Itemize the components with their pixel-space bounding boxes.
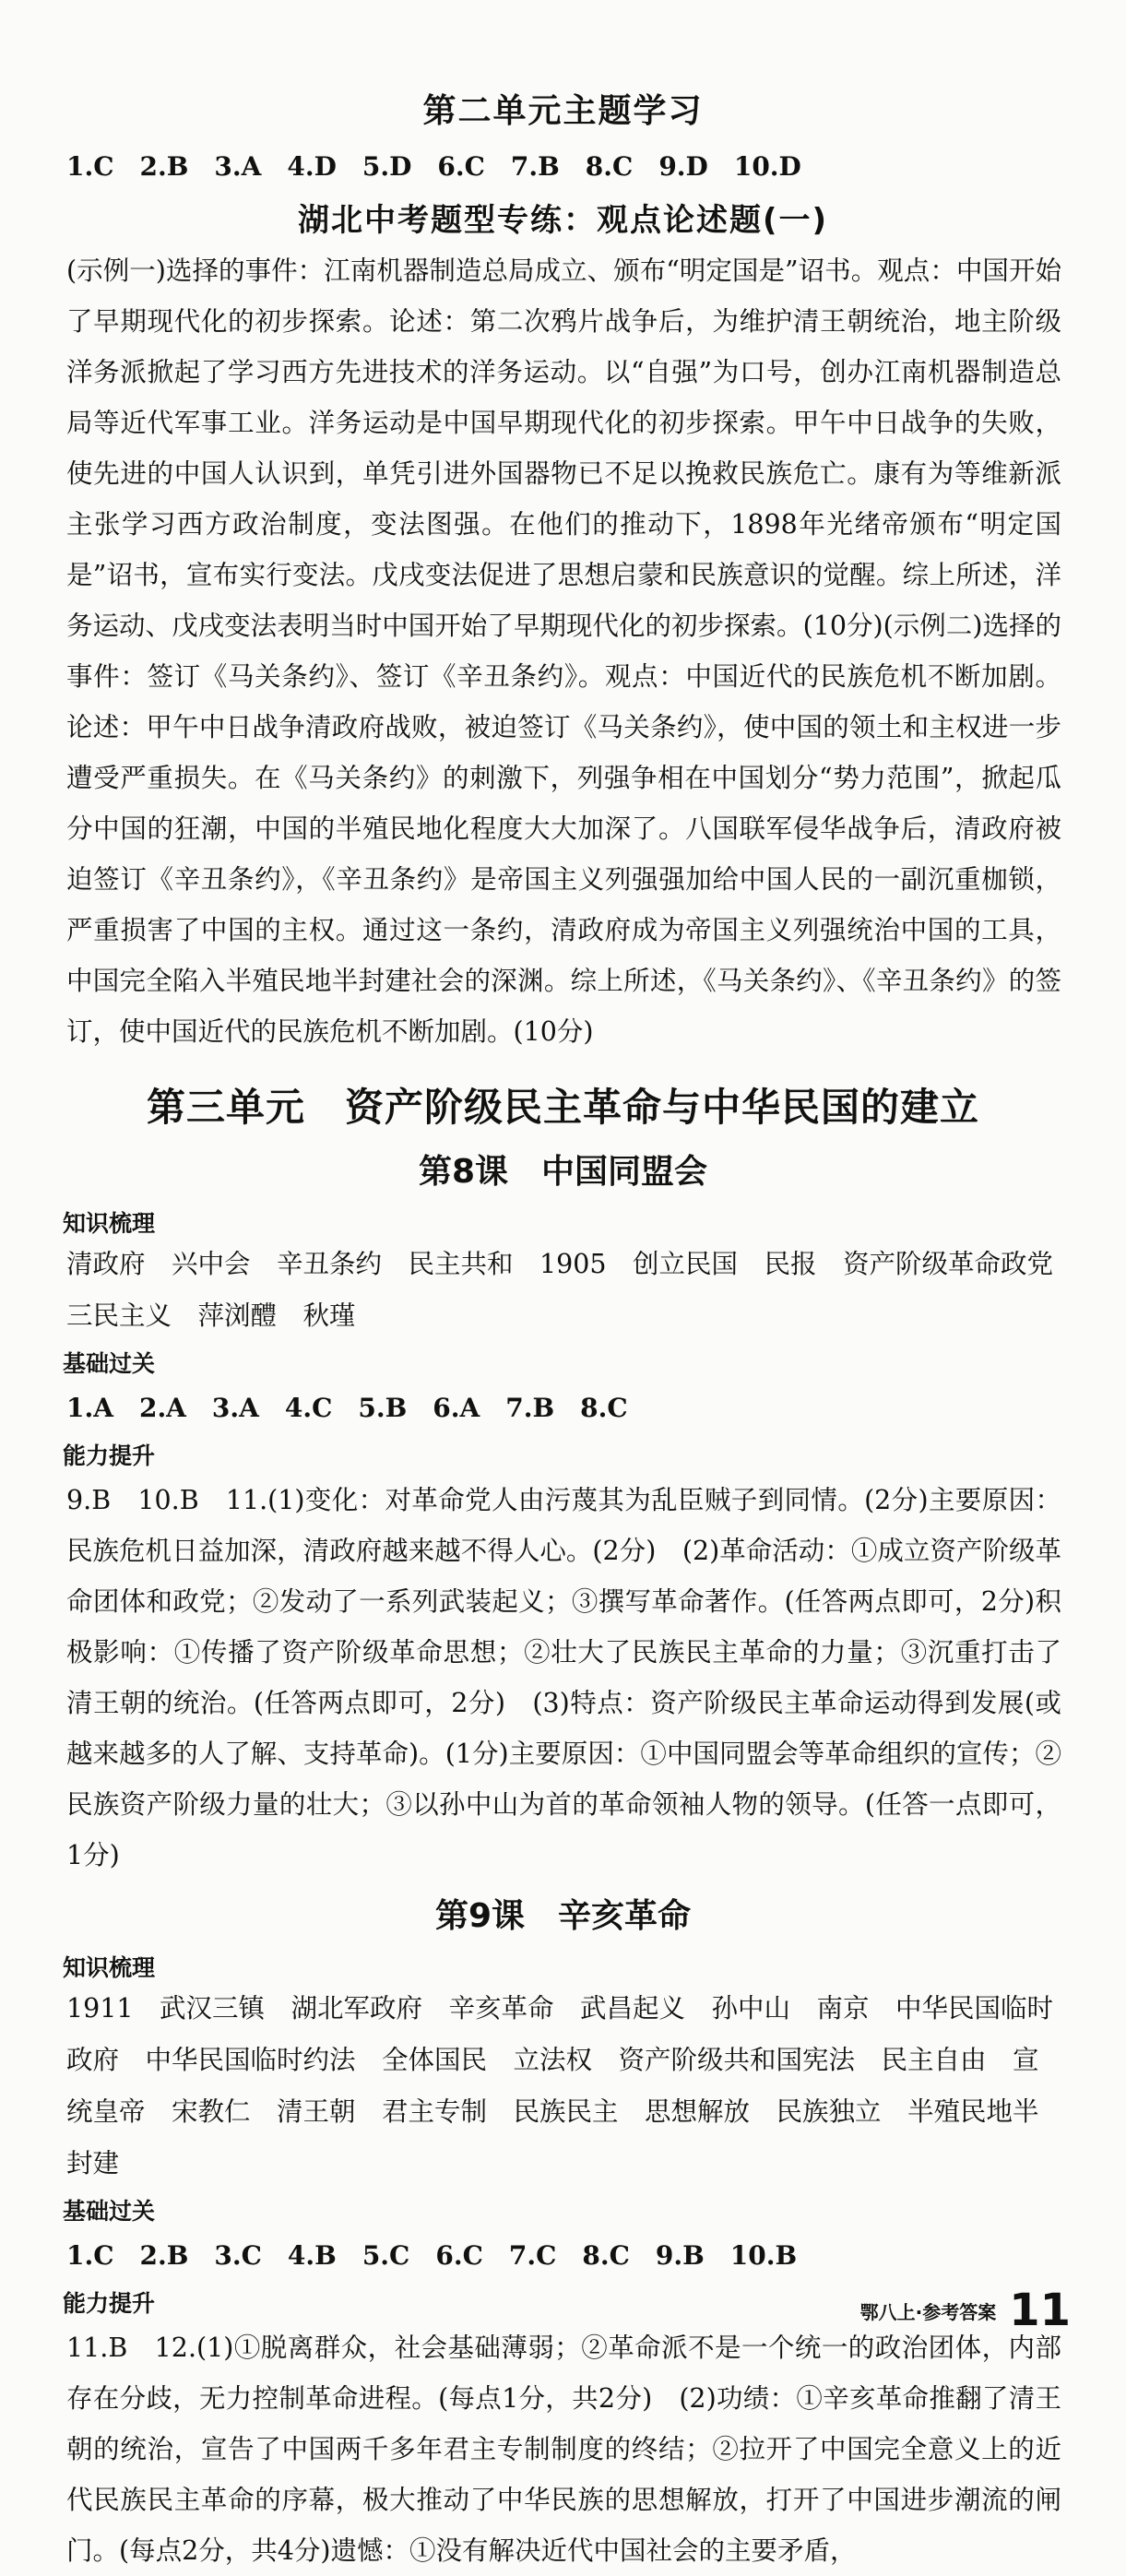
lesson8-knowledge: 清政府 兴中会 辛丑条约 民主共和 1905 创立民国 民报 资产阶级革命政党 三民主义 萍浏醴 秋瑾 (66, 1249, 1080, 1331)
unit2-essay: (示例一)选择的事件：江南机器制造总局成立、颁布“明定国是”诏书。观点：中国开始了早期现代化的初步探索。论述：第二次鸦片战争后，为维护清王朝统治，地主阶级洋务派掀起了学习西方先进技术的洋务运动。以“自强”为口号，创办江南机器制造总局等近代军事工业。洋务运动是中国早期现代化的初步探索。甲午中日战争的失败，使先进的中国人认识到，单凭引进外国器物已不足以挽救民族危亡。康有为等维新派主张学习西方政治制度，变法图强。在他们的推动下，1898年光绪帝颁布“明定国是”诏书，宣布实行变法。戊戌变法促进了思想启蒙和民族意识的觉醒。综上所述，洋务运动、戊戌变法表明当时中国开始了早期现代化的初步探索。(10分)(示例二)选择的事件：签订《马关条约》、签订《辛丑条约》。观点：中国近代的民族危机不断加剧。论述：甲午中日战争清政府战败，被迫签订《马关条约》，使中国的领土和主权进一步遭受严重损失。在《马关条约》的刺激下，列强争相在中国划分“势力范围”，掀起瓜分中国的狂潮，中国的半殖民地化程度大大加深了。八国联军侵华战争后，清政府被迫签订《辛丑条约》，《辛丑条约》是帝国主义列强强加给中国人民的一副沉重枷锁，严重损害了中国的主权。通过这一条约，清政府成为帝国主义列强统治中国的工具，中国完全陷入半殖民地半封建社会的深渊。综上所述，《马关条约》、《辛丑条约》的签订，使中国近代的民族危机不断加剧。(10分) (66, 255, 1061, 1047)
lesson9-ability-label: 能力提升 (63, 2290, 156, 2317)
lesson9-ability: 11.B 12.(1)①脱离群众，社会基础薄弱；②革命派不是一个统一的政治团体，内部存在分歧，无力控制革命进程。(每点1分，共2分) (2)功绩：①辛亥革命推翻了清王朝的统治，宣告了中国两千多年君主专制制度的终结；②拉开了中国完全意义上的近代民族民主革命的序幕，极大推动了中华民族的思想解放，打开了中国进步潮流的闸门。(每点2分，共4分)遗憾：①没有解决近代中国社会的主要矛盾， (66, 2333, 1061, 2566)
lesson9-knowledge-label: 知识梳理 (63, 1954, 156, 1981)
lesson9-basic-label: 基础过关 (63, 2198, 156, 2225)
lesson8-ability: 9.B 10.B 11.(1)变化：对革命党人由污蔑其为乱臣贼子到同情。(2分)主要原因：民族危机日益加深，清政府越来越不得人心。(2分) (2)革命活动：①成立资产阶级革命团体和政党；②发动了一系列武装起义；③撰写革命著作。(任答两点即可，2分)积极影响：①传播了资产阶级革命思想；②壮大了民族民主革命的力量；③沉重打击了清王朝的统治。(任答两点即可，2分) (3)特点：资产阶级民主革命运动得到发展(或越来越多的人了解、支持革命)。(1分)主要原因：①中国同盟会等革命组织的宣传；②民族资产阶级力量的壮大；③以孙中山为首的革命领袖人物的领导。(任答一点即可，1分) (66, 1485, 1061, 1870)
page-footer (860, 2285, 1071, 2336)
unit2-answers: 1.C 2.B 3.A 4.D 5.D 6.C 7.B 8.C 9.D 10.D (66, 151, 801, 182)
unit3-title: 第三单元 资产阶级民主革命与中华民国的建立 (146, 1085, 979, 1130)
page-number: 11 (1009, 2285, 1071, 2336)
lesson9-title: 第9课 辛亥革命 (434, 1897, 692, 1935)
lesson9-basic: 1.C 2.B 3.C 4.B 5.C 6.C 7.C 8.C 9.B 10.B (66, 2240, 798, 2271)
lesson9-knowledge: 1911 武汉三镇 湖北军政府 辛亥革命 武昌起义 孙中山 南京 中华民国临时政府 中华民国临时约法 全体国民 立法权 资产阶级共和国宪法 民主自由 宣统皇帝 宋教仁 清王朝 君主专制 民族民主 思想解放 民族独立 半殖民地半封建 (66, 1993, 1054, 2178)
lesson8-title: 第8课 中国同盟会 (418, 1153, 708, 1191)
footer-text: 鄂八上·参考答案 (859, 2300, 997, 2323)
unit2-subtitle: 湖北中考题型专练：观点论述题(一) (297, 202, 829, 239)
lesson8-basic-label: 基础过关 (63, 1350, 156, 1377)
lesson8-knowledge-label: 知识梳理 (63, 1210, 156, 1237)
lesson8-ability-label: 能力提升 (63, 1442, 156, 1469)
unit2-title: 第二单元主题学习 (422, 92, 704, 130)
lesson8-basic: 1.A 2.A 3.A 4.C 5.B 6.A 7.B 8.C (66, 1393, 628, 1423)
